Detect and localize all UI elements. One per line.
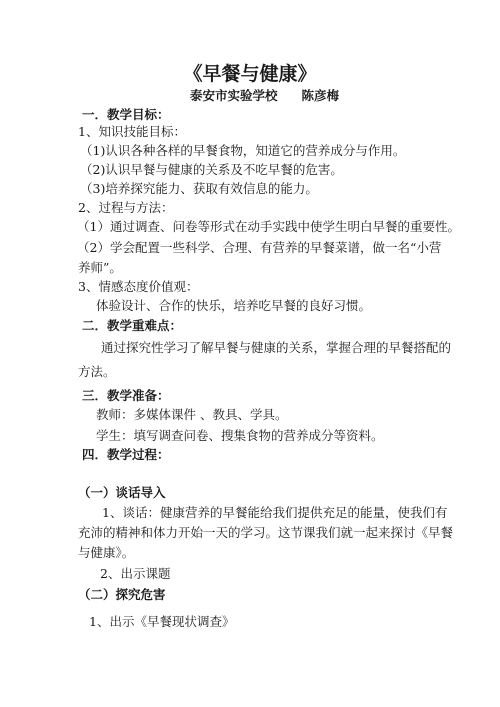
list-item: （3)培养探究能力、获取有效信息的能力。: [80, 181, 318, 196]
subheading-attitude: 3、情感态度价值观：: [78, 279, 199, 294]
school-name: 泰安市实验学校: [190, 88, 278, 103]
author-name: 陈彦梅: [301, 88, 340, 103]
section-1-heading: 一．教学目标：: [82, 107, 170, 122]
subheading-knowledge: 1、知识技能目标：: [78, 124, 186, 139]
part-2-heading: （二）探究危害: [78, 587, 166, 602]
section-2-heading: 二．教学重难点：: [82, 318, 183, 333]
section-4-heading: 四．教学过程：: [82, 447, 170, 462]
paragraph-line: 充沛的精神和体力开始一天的学习。这节课我们就一起来探讨《早餐: [78, 525, 454, 540]
attitude-text: 体验设计、合作的快乐，培养吃早餐的良好习惯。: [96, 298, 372, 313]
student-prep: 学生：填写调查问卷、搜集食物的营养成分等资料。: [96, 428, 384, 443]
part-1-heading: （一）谈话导入: [78, 485, 166, 500]
paragraph-line: 1、出示《早餐现状调查》: [89, 614, 235, 629]
paragraph-line: 1、谈话：健康营养的早餐能给我们提供充足的能量，使我们有: [102, 505, 448, 520]
key-points-text-continuation: 方法。: [78, 364, 116, 379]
key-points-text: 通过探究性学习了解早餐与健康的关系，掌握合理的早餐搭配的: [101, 340, 452, 355]
paragraph-line: 2、出示课题: [100, 566, 171, 581]
list-item: （1）通过调查、问卷等形式在动手实践中使学生明白早餐的重要性。: [77, 219, 460, 234]
list-item-continuation: 养师”。: [78, 260, 122, 275]
byline: [190, 88, 339, 104]
section-3-heading: 三．教学准备：: [82, 388, 170, 403]
list-item: （2)认识早餐与健康的关系及不吃早餐的危害。: [80, 162, 343, 177]
page-title: 《早餐与健康》: [183, 63, 317, 85]
list-item: （2）学会配置一些科学、合理、有营养的早餐菜谱，做一名“小营: [77, 240, 442, 255]
list-item: （1)认识各种各样的早餐食物，知道它的营养成分与作用。: [80, 143, 406, 158]
subheading-process: 2、过程与方法：: [78, 200, 174, 215]
teacher-prep: 教师：多媒体课件 、教具、学具。: [96, 407, 288, 422]
paragraph-line: 与健康》。: [78, 545, 135, 560]
